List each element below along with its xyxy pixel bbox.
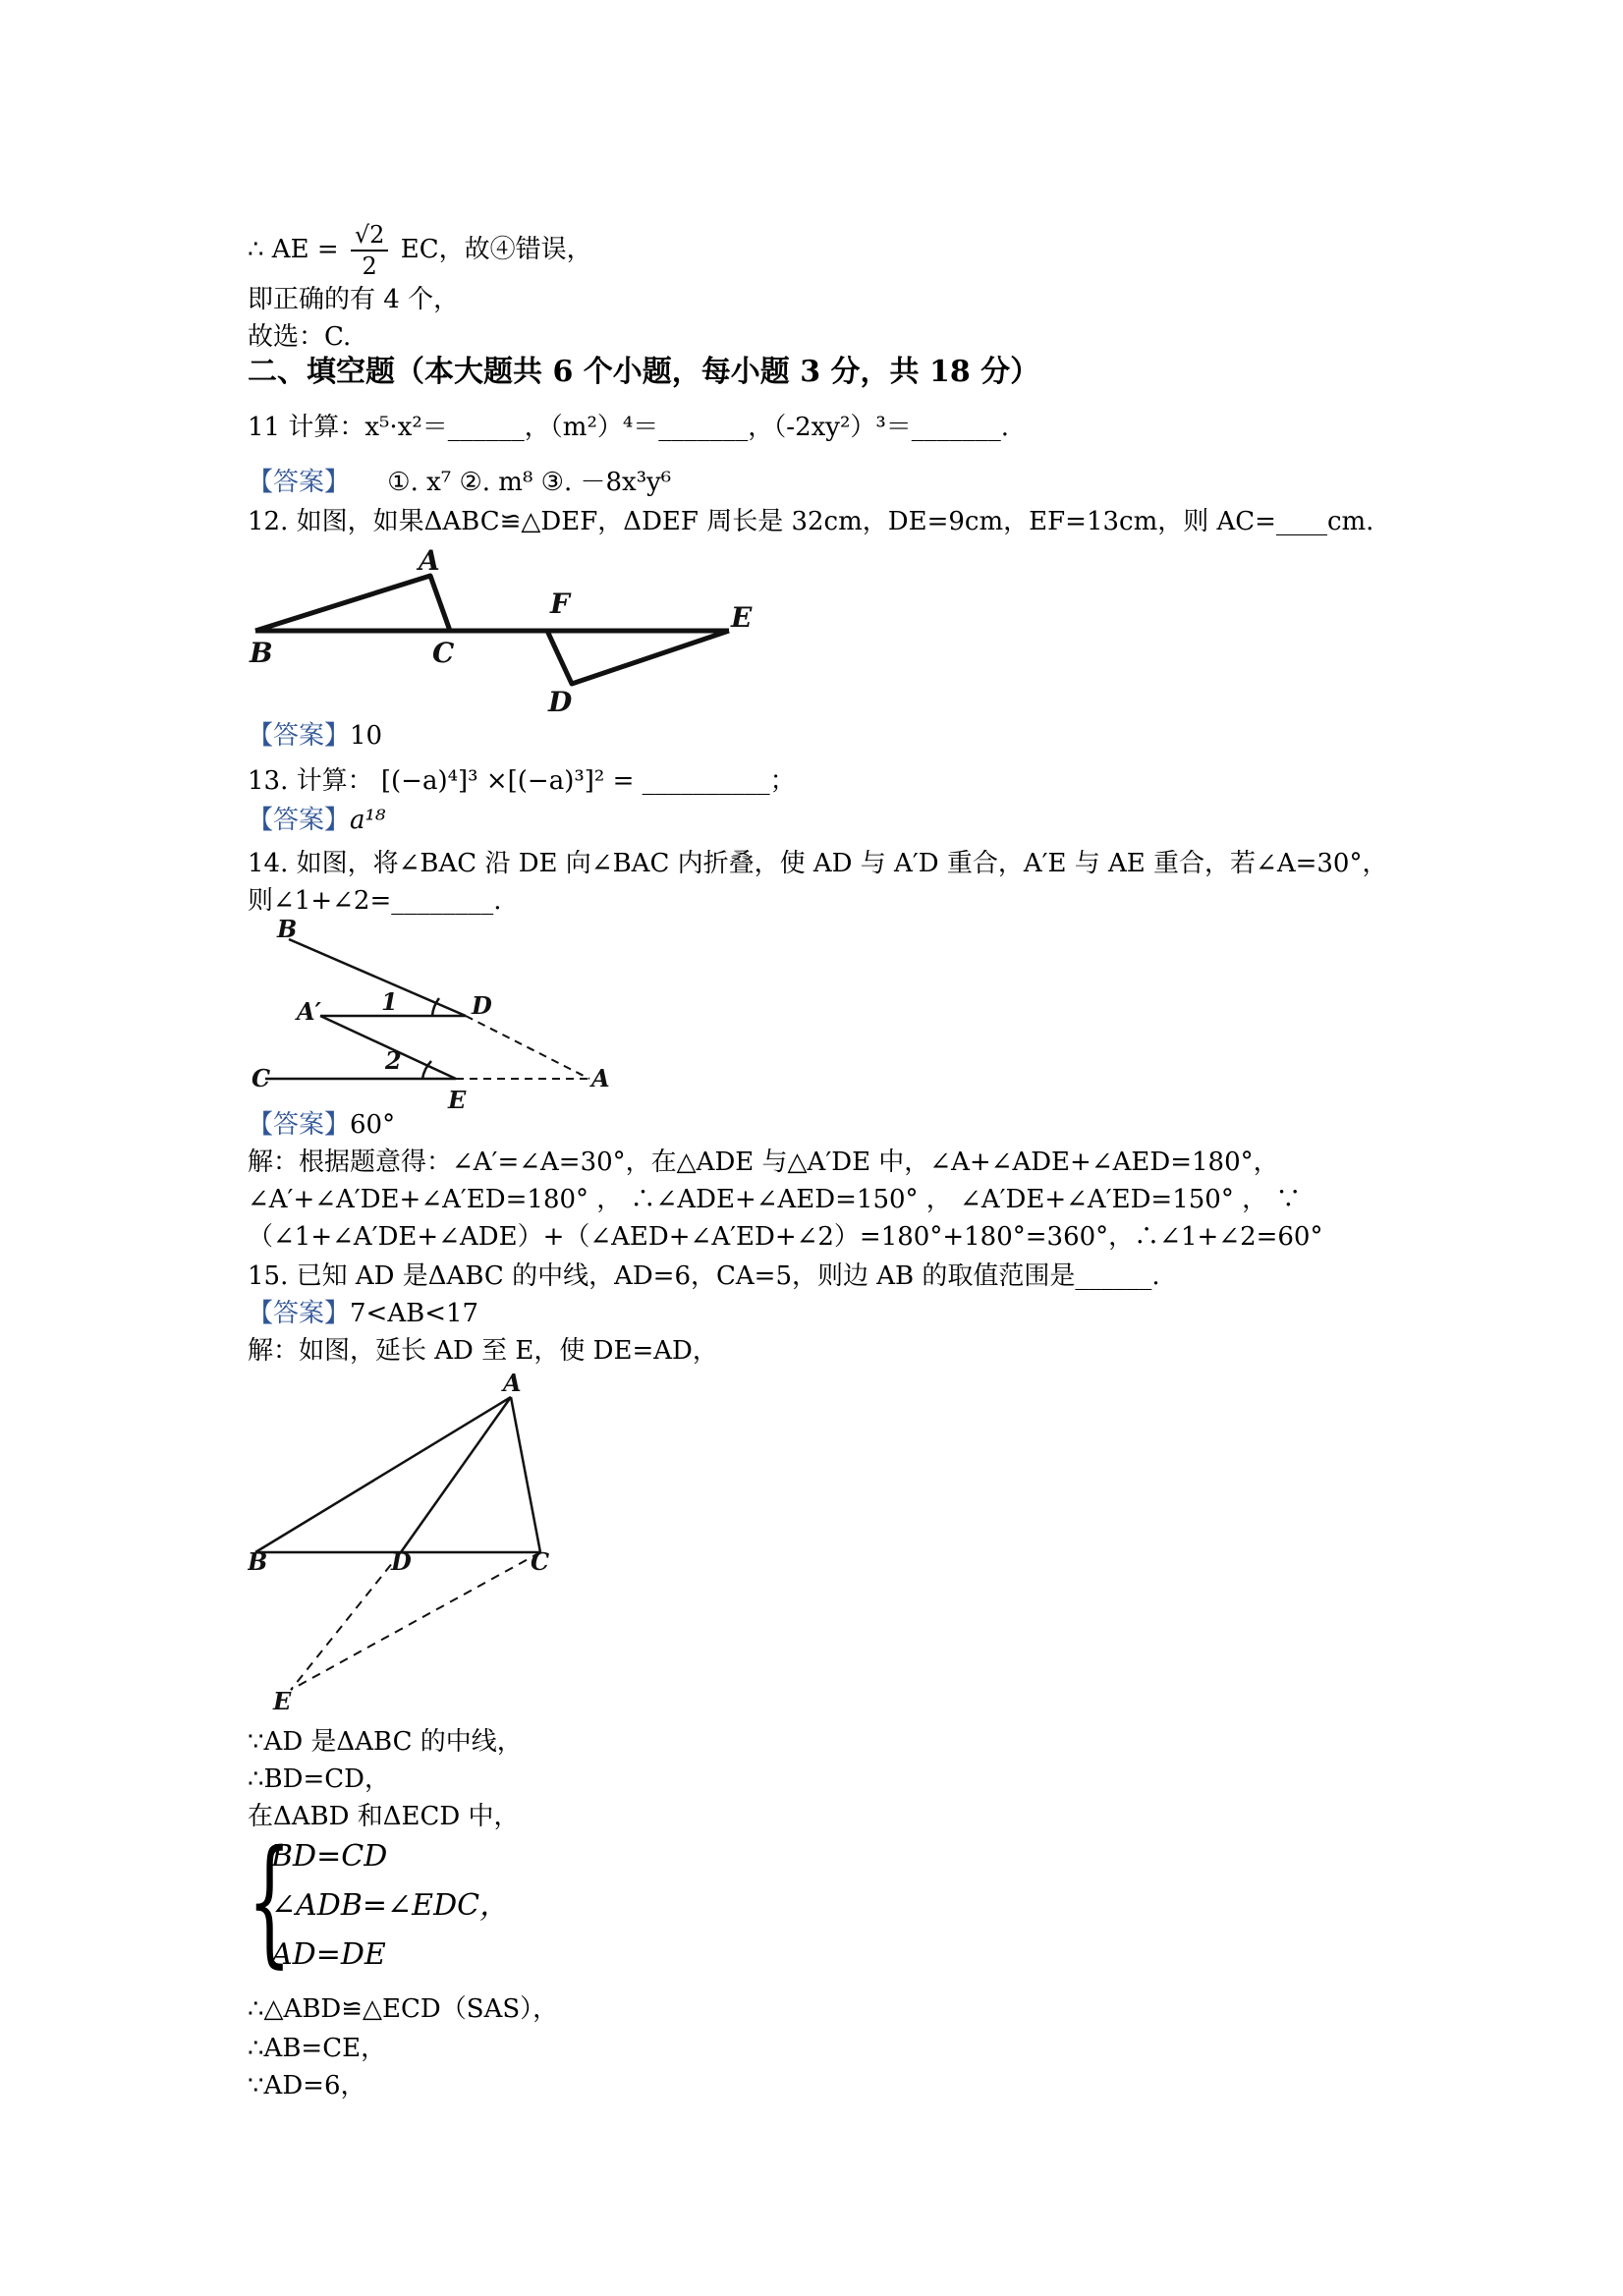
solution-15-line3: ∴BD=CD， (248, 1764, 391, 1794)
label-A-prime: A′ (297, 997, 321, 1026)
label-F: F (550, 588, 570, 620)
system-line-3: AD=DE (271, 1937, 386, 1972)
label-B: B (277, 916, 298, 943)
answer-tag: 【答案】 (248, 806, 351, 835)
system-line-2: ∠ADB=∠EDC， (271, 1888, 510, 1923)
figure-14-fold (248, 916, 621, 1112)
fraction-denominator: 2 (362, 252, 377, 280)
label-A: A (419, 546, 440, 577)
label-C: C (531, 1547, 550, 1576)
label-C: C (252, 1064, 271, 1092)
choice-line: 故选：C. (248, 322, 352, 352)
label-C: C (432, 637, 455, 669)
label-D: D (472, 991, 492, 1020)
label-E: E (731, 601, 753, 634)
fraction-numerator: √2 (351, 220, 389, 252)
answer-tag: 【答案】 (248, 1110, 351, 1140)
answer-tag: 【答案】 (248, 468, 351, 497)
fraction (351, 220, 389, 281)
solution-15-line6: ∴AB=CE， (248, 2034, 387, 2063)
solution-15-line4: 在ΔABD 和ΔECD 中， (248, 1802, 520, 1831)
answer-text: 10 (350, 721, 383, 751)
solution-14-line2: ∠A′+∠A′DE+∠A′ED=180° ， ∴∠ADE+∠AED=150° ， ∠A′DE+∠A′ED=150° ， ∵ (248, 1185, 1302, 1214)
section-heading: 二、填空题（本大题共 6 个小题，每小题 3 分，共 18 分） (248, 355, 1040, 389)
question-13: 13. 计算： [(−a)⁴]³ ×[(−a)³]² = __________； (248, 766, 796, 796)
question-14-line1: 14. 如图，将∠BAC 沿 DE 向∠BAC 内折叠，使 AD 与 A′D 重合，A′E 与 AE 重合，若∠A=30°， (248, 849, 1388, 878)
answer-tag: 【答案】 (248, 1299, 351, 1328)
solution-15-line1: 解：如图，延长 AD 至 E，使 DE=AD， (248, 1336, 718, 1366)
answer-15 (248, 1297, 478, 1330)
label-angle-2: 2 (385, 1046, 402, 1075)
question-11: 11 计算：x⁵·x²＝______，（m²）⁴＝_______，（-2xy²）³＝_______. (248, 413, 1010, 442)
conclusion-prefix: ∴ AE = (248, 235, 339, 264)
count-line: 即正确的有 4 个， (248, 285, 460, 314)
system-line-1: BD=CD (271, 1839, 388, 1874)
label-D: D (391, 1547, 412, 1576)
conclusion-line (248, 220, 592, 281)
answer-text: 60° (350, 1110, 396, 1140)
answer-11 (248, 466, 671, 499)
label-B: B (250, 637, 273, 669)
label-B: B (248, 1547, 268, 1576)
left-brace: { (248, 1821, 292, 1982)
equation-system (248, 1821, 641, 1982)
label-A: A (591, 1064, 610, 1092)
answer-13 (248, 804, 385, 837)
label-E: E (273, 1687, 292, 1713)
label-A: A (503, 1370, 522, 1397)
answer-12 (248, 719, 382, 753)
figure-12-triangles (248, 546, 758, 713)
label-angle-1: 1 (381, 987, 398, 1016)
solution-14-line1: 解：根据题意得：∠A′=∠A=30°，在△ADE 与△A′DE 中，∠A+∠ADE+∠AED=180°， (248, 1148, 1279, 1177)
answer-tag: 【答案】 (248, 721, 351, 751)
label-E: E (448, 1086, 467, 1112)
answer-text: a¹⁸ (350, 806, 386, 835)
solution-15-line2: ∵AD 是ΔABC 的中线， (248, 1727, 523, 1757)
solution-15-line7: ∵AD=6， (248, 2071, 366, 2100)
answer-text: 7<AB<17 (350, 1299, 479, 1328)
answer-text: ①. x⁷ ②. m⁸ ③. －8x³y⁶ (387, 468, 672, 497)
label-D: D (548, 686, 573, 713)
solution-14-line3: （∠1+∠A′DE+∠ADE）+（∠AED+∠A′ED+∠2）=180°+180°=360°，∴∠1+∠2=60° (248, 1222, 1323, 1252)
question-14-line2: 则∠1+∠2=________. (248, 886, 502, 916)
solution-15-line5: ∴△ABD≌△ECD（SAS）， (248, 1994, 559, 2024)
question-15: 15. 已知 AD 是ΔABC 的中线，AD=6，CA=5，则边 AB 的取值范围是______. (248, 1261, 1160, 1291)
answer-14 (248, 1108, 395, 1142)
conclusion-suffix: EC，故④错误， (400, 235, 592, 264)
figure-15-median (248, 1370, 562, 1713)
question-12: 12. 如图，如果ΔABC≌△DEF，ΔDEF 周长是 32cm，DE=9cm，EF=13cm，则 AC=____cm. (248, 507, 1374, 536)
